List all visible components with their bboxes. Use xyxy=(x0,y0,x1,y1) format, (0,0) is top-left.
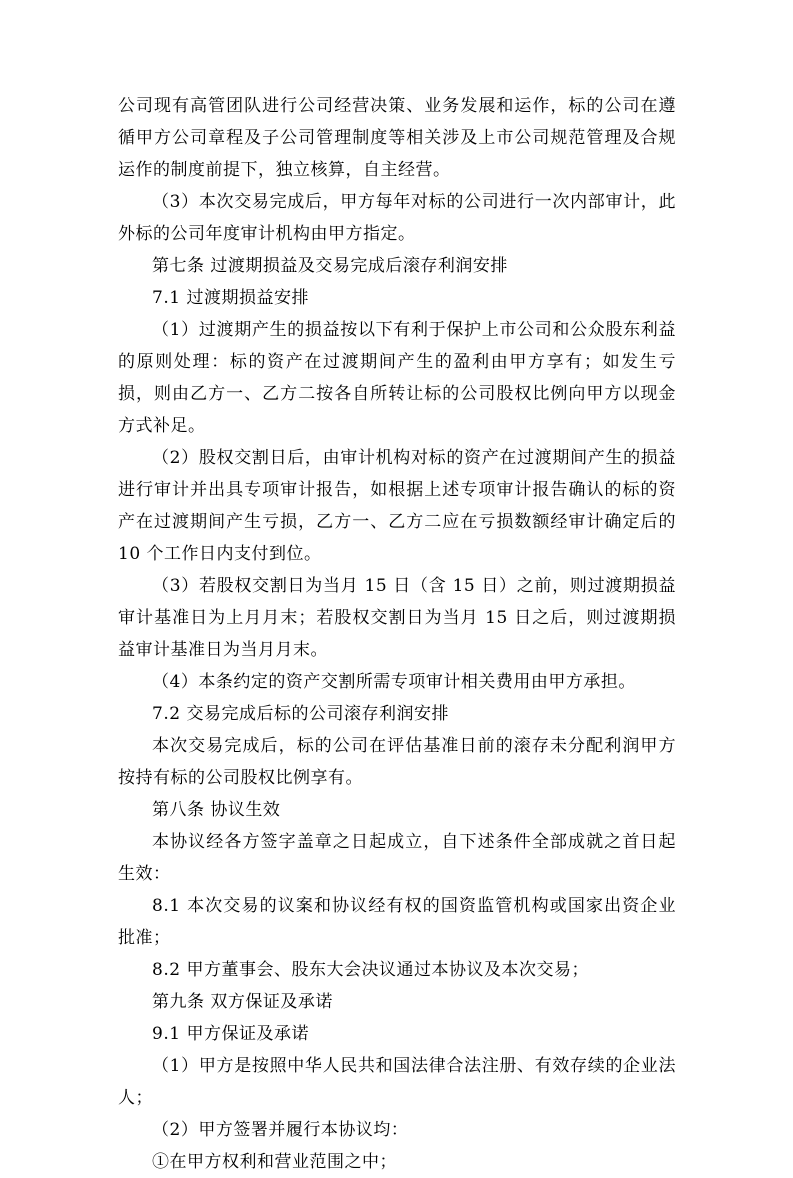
clause-heading: 第九条 双方保证及承诺 xyxy=(152,992,333,1012)
paragraph: （1）过渡期产生的损益按以下有利于保护上市公司和公众股东利益的原则处理：标的资产在过渡期间产生的盈利由甲方享有；如发生亏损，则由乙方一、乙方二按各自所转让标的公司股权比例向甲方以现金方式补足。 xyxy=(118,320,676,436)
clause-heading: 第七条 过渡期损益及交易完成后滚存利润安排 xyxy=(152,256,508,276)
document-body xyxy=(118,90,676,1178)
paragraph: （4）本条约定的资产交割所需专项审计相关费用由甲方承担。 xyxy=(152,672,636,692)
paragraph: （3）若股权交割日为当月 15 日（含 15 日）之前，则过渡期损益审计基准日为上月月末；若股权交割日为当月 15 日之后，则过渡期损益审计基准日为当月月末。 xyxy=(118,576,676,660)
clause-heading: 第八条 协议生效 xyxy=(152,800,281,820)
clause-subheading: 8.1 本次交易的议案和协议经有权的国资监管机构或国家出资企业批准； xyxy=(118,896,676,948)
paragraph: ①在甲方权利和营业范围之中； xyxy=(152,1152,397,1172)
clause-subheading: 9.1 甲方保证及承诺 xyxy=(152,1024,309,1044)
paragraph: 本协议经各方签字盖章之日起成立，自下述条件全部成就之首日起生效： xyxy=(118,832,676,884)
paragraph: （3）本次交易完成后，甲方每年对标的公司进行一次内部审计，此外标的公司年度审计机构由甲方指定。 xyxy=(118,192,676,244)
clause-subheading: 8.2 甲方董事会、股东大会决议通过本协议及本次交易； xyxy=(152,960,589,980)
paragraph: （1）甲方是按照中华人民共和国法律合法注册、有效存续的企业法人； xyxy=(118,1056,676,1108)
paragraph: 公司现有高管团队进行公司经营决策、业务发展和运作，标的公司在遵循甲方公司章程及子公司管理制度等相关涉及上市公司规范管理及合规运作的制度前提下，独立核算，自主经营。 xyxy=(118,96,676,180)
clause-subheading: 7.1 过渡期损益安排 xyxy=(152,288,309,308)
paragraph: 本次交易完成后，标的公司在评估基准日前的滚存未分配利润甲方按持有标的公司股权比例享有。 xyxy=(118,736,676,788)
paragraph: （2）甲方签署并履行本协议均： xyxy=(152,1120,409,1140)
paragraph: （2）股权交割日后，由审计机构对标的资产在过渡期间产生的损益进行审计并出具专项审计报告，如根据上述专项审计报告确认的标的资产在过渡期间产生亏损，乙方一、乙方二应在亏损数额经审计确定后的 10 个工作日内支付到位。 xyxy=(118,448,676,564)
clause-subheading: 7.2 交易完成后标的公司滚存利润安排 xyxy=(152,704,449,724)
